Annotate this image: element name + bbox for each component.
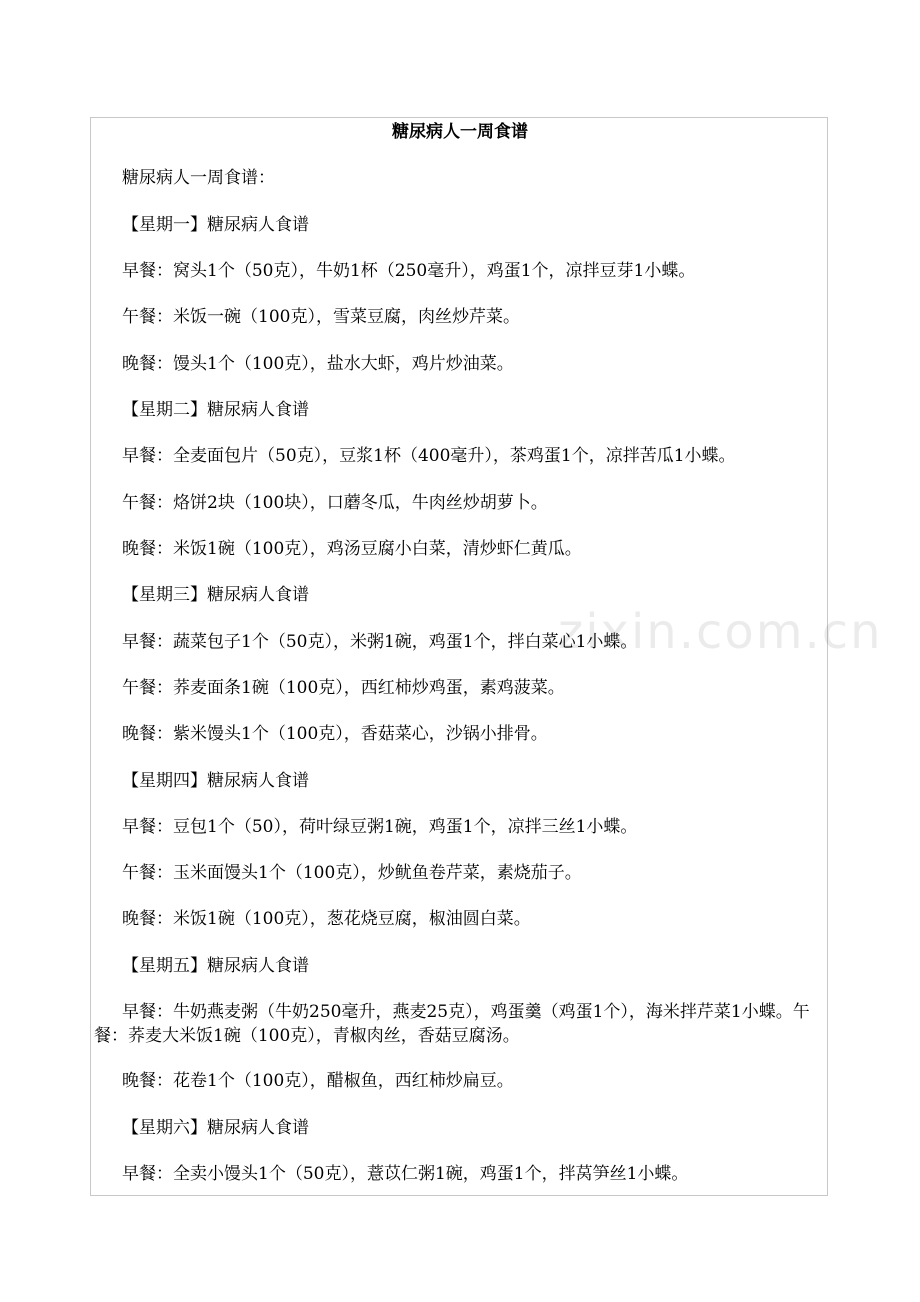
tuesday-dinner: 晚餐：米饭1碗（100克），鸡汤豆腐小白菜，清炒虾仁黄瓜。 (122, 539, 582, 559)
intro-text: 糖尿病人一周食谱： (122, 168, 275, 188)
day-heading-monday: 【星期一】糖尿病人食谱 (122, 215, 309, 235)
friday-dinner: 晚餐：花卷1个（100克），醋椒鱼，西红柿炒扁豆。 (122, 1071, 514, 1091)
thursday-breakfast: 早餐：豆包1个（50），荷叶绿豆粥1碗，鸡蛋1个，凉拌三丝1小蝶。 (122, 817, 638, 837)
monday-breakfast: 早餐：窝头1个（50克），牛奶1杯（250毫升），鸡蛋1个，凉拌豆芽1小蝶。 (122, 261, 696, 281)
thursday-dinner: 晚餐：米饭1碗（100克），葱花烧豆腐，椒油圆白菜。 (122, 909, 531, 929)
wednesday-breakfast: 早餐：蔬菜包子1个（50克），米粥1碗，鸡蛋1个，拌白菜心1小蝶。 (122, 632, 638, 652)
monday-lunch: 午餐：米饭一碗（100克），雪菜豆腐，肉丝炒芹菜。 (122, 307, 520, 327)
friday-breakfast-lunch: 早餐：牛奶燕麦粥（牛奶250毫升，燕麦25克），鸡蛋羹（鸡蛋1个），海米拌芹菜1小蝶。午餐：荞麦大米饭1碗（100克），青椒肉丝，香菇豆腐汤。 (94, 1002, 810, 1046)
day-heading-wednesday: 【星期三】糖尿病人食谱 (122, 585, 309, 605)
day-heading-thursday: 【星期四】糖尿病人食谱 (122, 771, 309, 791)
tuesday-breakfast: 早餐：全麦面包片（50克），豆浆1杯（400毫升），茶鸡蛋1个，凉拌苦瓜1小蝶。 (122, 446, 736, 466)
tuesday-lunch: 午餐：烙饼2块（100块），口蘑冬瓜，牛肉丝炒胡萝卜。 (122, 493, 548, 513)
wednesday-lunch: 午餐：荞麦面条1碗（100克），西红柿炒鸡蛋，素鸡菠菜。 (122, 678, 565, 698)
thursday-lunch: 午餐：玉米面馒头1个（100克），炒鱿鱼卷芹菜，素烧茄子。 (122, 863, 582, 883)
wednesday-dinner: 晚餐：紫米馒头1个（100克），香菇菜心，沙锅小排骨。 (122, 724, 548, 744)
day-heading-tuesday: 【星期二】糖尿病人食谱 (122, 400, 309, 420)
day-heading-saturday: 【星期六】糖尿病人食谱 (122, 1118, 309, 1138)
saturday-breakfast: 早餐：全卖小馒头1个（50克），薏苡仁粥1碗，鸡蛋1个，拌莴笋丝1小蝶。 (122, 1164, 689, 1184)
day-heading-friday: 【星期五】糖尿病人食谱 (122, 956, 309, 976)
watermark: zixin.com.cn (558, 604, 883, 660)
document-title: 糖尿病人一周食谱 (392, 122, 528, 142)
monday-dinner: 晚餐：馒头1个（100克），盐水大虾，鸡片炒油菜。 (122, 354, 514, 374)
